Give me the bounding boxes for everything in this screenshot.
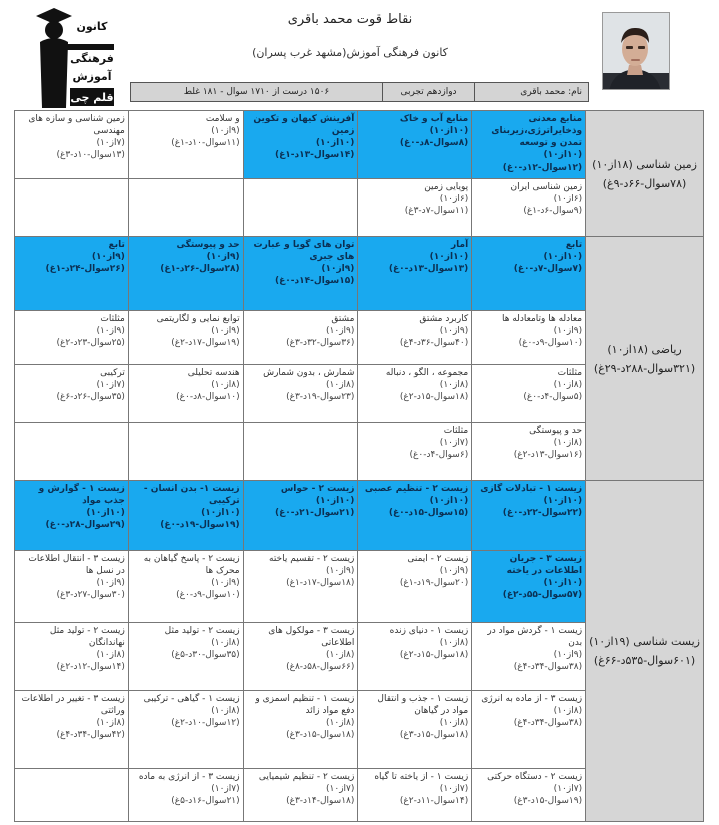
topic-cell: [358, 481, 472, 551]
topic-cell: [128, 551, 243, 623]
topic-cell: [128, 481, 243, 551]
topic-counts: (۱۰سوال-۸د-۰غ): [176, 392, 240, 403]
topic-title: حد و پیوستگی: [529, 426, 583, 436]
subject-stats: (۷۸سوال-۶۶د-۹غ): [602, 176, 687, 190]
logo-line-2: فرهنگی: [70, 52, 114, 65]
topic-cell: [358, 179, 472, 237]
topic-score: (۱۰از۱۰): [315, 138, 355, 149]
topic-counts: (۱۴سوال-۱۲د-۲غ): [56, 662, 125, 673]
topic-counts: (۹سوال-۶د-۱غ): [523, 206, 583, 217]
subject-header: [586, 481, 704, 822]
topic-title: منابع معدنی وذخایراترژی،زیربنای تمدن و توسعه: [491, 114, 583, 149]
topic-cell: [15, 769, 129, 822]
topic-title: زیست ۱ - تبادلات گازی: [480, 484, 583, 494]
topic-score: (۹از۱۰): [326, 326, 355, 337]
topic-score: (۱۰از۱۰): [315, 496, 355, 507]
topic-title: زیست ۳ - از انرژی به ماده: [138, 772, 240, 782]
topic-cell: [472, 691, 586, 769]
topic-score: (۱۰از۱۰): [429, 496, 469, 507]
topic-score: (۸از۱۰): [439, 380, 469, 391]
topic-title: پویایی زمین: [424, 182, 469, 192]
topic-score: (۷از۱۰): [439, 784, 469, 795]
topic-counts: (۶۶سوال-۵۸د-۸غ): [286, 662, 355, 673]
subject-name: زیست شناسی (۱۹از۱۰): [589, 635, 700, 649]
topic-score: (۹از۱۰): [211, 326, 240, 337]
topic-title: و سلامت: [205, 114, 240, 124]
topic-cell: [472, 311, 586, 365]
topic-score: (۱۰از۱۰): [86, 508, 125, 519]
topic-counts: (۱۸سوال-۱۵د-۲غ): [399, 650, 469, 661]
subject-header: [586, 237, 704, 481]
subject-stats: (۳۲۱سوال-۲۸۸د-۲۹غ): [593, 361, 696, 375]
topic-counts: (۳۶سوال-۳۲د-۳غ): [286, 338, 355, 349]
topic-score: (۹از۱۰): [553, 326, 583, 337]
topic-cell: [472, 111, 586, 179]
topic-cell: [243, 423, 358, 481]
topic-title: مثلثات: [557, 368, 583, 378]
topic-counts: (۱۴سوال-۱۳د-۱غ): [275, 150, 355, 161]
topic-title: مشتق: [331, 314, 355, 324]
topic-title: زیست ۲ - پاسخ گیاهان به محرک ها: [143, 554, 240, 577]
student-grade: دوازدهم تجربی: [382, 83, 474, 101]
topic-score: (۱۰از۱۰): [429, 252, 469, 263]
topic-counts: (۶سوال-۴د-۰غ): [409, 450, 469, 461]
subject-stats: (۶۰۱سوال-۵۳۵د-۶۶غ): [593, 654, 696, 667]
topic-counts: (۲۰سوال-۱۹د-۱غ): [399, 578, 469, 589]
topic-cell: [358, 623, 472, 691]
topic-cell: [243, 769, 358, 822]
topic-counts: (۲۶سوال-۲۴د-۱غ): [45, 264, 125, 275]
topic-score: (۱۰از۱۰): [543, 578, 583, 589]
topic-cell: [243, 365, 358, 423]
topic-counts: (۵۷سوال-۵۵د-۲غ): [502, 590, 583, 601]
topic-counts: (۱۸سوال-۱۵د-۳غ): [399, 730, 469, 741]
student-photo: [602, 12, 670, 90]
topic-score: (۷از۱۰): [439, 438, 469, 449]
topic-score: (۱۰از۱۰): [429, 126, 469, 137]
topic-cell: [472, 365, 586, 423]
topic-score: (۶از۱۰): [553, 194, 583, 205]
table-row: [15, 237, 704, 311]
topic-title: کاربرد مشتق: [419, 314, 469, 324]
topic-score: (۸از۱۰): [326, 380, 355, 391]
topic-title: زیست ۳ - جریان اطلاعات در یاخته: [506, 554, 583, 577]
topic-title: زمین شناسی و سازه های مهندسی: [28, 114, 125, 137]
topic-title: زیست ۱- بدن انسان - ترکیبی: [143, 484, 240, 507]
topic-cell: [128, 179, 243, 237]
topic-title: زیست ۲ - تنظیم شیمیایی: [258, 772, 355, 782]
topic-title: زیست ۳ - مولکول های اطلاعاتی: [268, 626, 355, 649]
topic-counts: (۳۵سوال-۳۰د-۵غ): [171, 650, 240, 661]
topic-title: آمار: [450, 240, 469, 250]
topic-score: (۷از۱۰): [96, 380, 125, 391]
subject-name: ریاضی (۱۸از۱۰): [607, 342, 682, 356]
topic-score: (۱۰از۱۰): [201, 508, 240, 519]
topic-title: زمین شناسی ایران: [510, 182, 583, 192]
topic-score: (۹از۱۰): [439, 566, 469, 577]
topic-cell: [358, 311, 472, 365]
topic-title: مثلثات: [100, 314, 125, 324]
topic-title: زیست ۲ - تولید مثل: [164, 626, 240, 636]
topic-title: معادله ها وتامعادله ها: [501, 314, 583, 324]
topic-cell: [358, 423, 472, 481]
topic-counts: (۵سوال-۴د-۰غ): [523, 392, 583, 403]
topic-score: (۸از۱۰): [326, 718, 355, 729]
topic-cell: [243, 237, 358, 311]
topic-title: زیست ۳ - از ماده به انرژی: [481, 694, 583, 704]
topic-counts: (۱۳سوال-۱۳د-۰غ): [388, 264, 469, 275]
topic-counts: (۱۰سوال-۹د-۰غ): [518, 338, 583, 349]
topic-title: آفرینش کیهان و تکوین زمین: [253, 114, 355, 137]
topic-counts: (۲۸سوال-۲۶د-۱غ): [160, 264, 240, 275]
topic-cell: [15, 111, 129, 179]
topic-title: زیست ۲ - ایمنی: [407, 554, 469, 564]
topic-title: زیست ۱ - جذب و انتقال مواد در گیاهان: [377, 694, 469, 717]
topic-score: (۸از۱۰): [553, 706, 583, 717]
topic-counts: (۱۸سوال-۱۵د-۲غ): [399, 392, 469, 403]
topic-title: زیست ۱ - دنیای زنده: [389, 626, 469, 636]
topic-counts: (۳۰سوال-۲۷د-۳غ): [56, 590, 125, 601]
topic-title: توان های گویا و عبارت های جبری: [253, 240, 355, 263]
topic-title: تابع: [108, 240, 125, 250]
topic-cell: [128, 769, 243, 822]
topic-cell: [128, 365, 243, 423]
topic-counts: (۱۴سوال-۱۱د-۲غ): [399, 796, 469, 807]
topic-counts: (۱۲سوال-۱۲د-۰غ): [502, 162, 583, 173]
institution-name: کانون فرهنگی آموزش(مشهد غرب پسران): [252, 46, 448, 59]
topic-counts: (۱۳سوال-۱۰د-۳غ): [56, 150, 125, 161]
topic-cell: [243, 179, 358, 237]
ghalamchi-logo: [30, 4, 126, 110]
topic-score: (۹از۱۰): [553, 650, 583, 661]
report-title: نقاط قوت محمد باقری: [287, 12, 413, 27]
topic-score: (۷از۱۰): [96, 138, 125, 149]
topic-cell: [472, 423, 586, 481]
topic-counts: (۲۱سوال-۲۱د-۰غ): [275, 508, 355, 519]
topic-counts: (۲۲سوال-۲۲د-۰غ): [502, 508, 583, 519]
topic-counts: (۳۸سوال-۳۴د-۴غ): [513, 662, 583, 673]
topic-title: زیست ۲ - تنظیم عصبی: [364, 484, 469, 494]
topic-cell: [243, 623, 358, 691]
topic-cell: [243, 311, 358, 365]
topic-counts: (۱۲سوال-۱۰د-۲غ): [171, 718, 240, 729]
subject-header: [586, 111, 704, 237]
topic-counts: (۱۰سوال-۹د-۰غ): [176, 590, 240, 601]
topic-cell: [128, 311, 243, 365]
topic-score: (۹از۱۰): [206, 252, 240, 263]
topic-score: (۸از۱۰): [553, 380, 583, 391]
topic-title: مجموعه ، الگو ، دنباله: [385, 368, 469, 378]
student-info-bar: [130, 82, 589, 102]
topic-cell: [358, 551, 472, 623]
topic-title: حد و پیوستگی: [176, 240, 240, 250]
topic-cell: [128, 423, 243, 481]
topic-cell: [243, 481, 358, 551]
topic-title: زیست ۲ - حواس: [280, 484, 355, 494]
topic-counts: (۱۵سوال-۱۴د-۰غ): [275, 276, 355, 287]
topic-cell: [15, 623, 129, 691]
topic-title: ترکیبی: [100, 368, 125, 378]
topic-score: (۱۰از۱۰): [543, 150, 583, 161]
topic-counts: (۱۹سوال-۱۵د-۳غ): [513, 796, 583, 807]
topic-title: شمارش ، بدون شمارش: [263, 368, 355, 378]
topic-title: تابع: [565, 240, 583, 250]
topic-title: زیست ۱ - گیاهی - ترکیبی: [143, 694, 240, 704]
topic-score: (۹از۱۰): [211, 578, 240, 589]
topic-title: زیست ۱ - تنظیم اسمزی و دفع مواد زائد: [255, 694, 355, 717]
topic-cell: [15, 691, 129, 769]
topic-score: (۸از۱۰): [96, 718, 125, 729]
topic-cell: [15, 179, 129, 237]
topic-cell: [243, 551, 358, 623]
topic-counts: (۲۱سوال-۱۶د-۵غ): [171, 796, 240, 807]
topic-cell: [358, 237, 472, 311]
topic-score: (۷از۱۰): [326, 784, 355, 795]
topic-cell: [472, 551, 586, 623]
topic-counts: (۳۵سوال-۲۶د-۶غ): [56, 392, 125, 403]
logo-line-4: قلم چی: [70, 91, 114, 104]
strengths-table: [14, 110, 704, 822]
topic-title: زیست ۲ - دستگاه حرکتی: [487, 772, 583, 782]
topic-title: هندسه تحلیلی: [187, 368, 240, 378]
topic-cell: [358, 111, 472, 179]
topic-cell: [15, 365, 129, 423]
student-name: نام: محمد باقری: [474, 83, 588, 101]
topic-cell: [472, 481, 586, 551]
topic-score: (۷از۱۰): [553, 784, 583, 795]
logo-line-3: آموزش: [72, 70, 112, 83]
topic-counts: (۱۶سوال-۱۳د-۲غ): [513, 450, 583, 461]
topic-cell: [472, 179, 586, 237]
topic-score: (۹از۱۰): [326, 566, 355, 577]
subject-name: زمین شناسی (۱۸از۱۰): [592, 157, 697, 171]
topic-counts: (۲۹سوال-۲۸د-۰غ): [45, 520, 125, 531]
topic-cell: [128, 237, 243, 311]
topic-cell: [128, 691, 243, 769]
topic-score: (۶از۱۰): [439, 194, 469, 205]
overall-stats: ۱۵۰۶ درست از ۱۷۱۰ سوال - ۱۸۱ غلط: [183, 87, 330, 97]
topic-cell: [358, 769, 472, 822]
topic-counts: (۱۵سوال-۱۵د-۰غ): [388, 508, 469, 519]
topic-cell: [243, 691, 358, 769]
topic-score: (۹از۱۰): [321, 264, 355, 275]
topic-title: توابع نمایی و لگاریتمی: [156, 314, 240, 324]
topic-score: (۹از۱۰): [96, 578, 125, 589]
topic-counts: (۱۱سوال-۱۰د-۱غ): [171, 138, 240, 149]
topic-score: (۸از۱۰): [326, 650, 355, 661]
topic-score: (۸از۱۰): [553, 438, 583, 449]
topic-counts: (۴۰سوال-۳۶د-۴غ): [399, 338, 469, 349]
topic-counts: (۸سوال-۸د-۰غ): [399, 138, 469, 149]
topic-counts: (۳۸سوال-۳۴د-۴غ): [513, 718, 583, 729]
topic-counts: (۲۵سوال-۲۳د-۲غ): [56, 338, 125, 349]
topic-score: (۹از۱۰): [439, 326, 469, 337]
topic-score: (۱۰از۱۰): [543, 496, 583, 507]
topic-cell: [472, 623, 586, 691]
topic-cell: [128, 111, 243, 179]
topic-score: (۹از۱۰): [91, 252, 125, 263]
topic-cell: [472, 769, 586, 822]
table-row: [15, 481, 704, 551]
topic-score: (۷از۱۰): [211, 784, 240, 795]
topic-cell: [243, 111, 358, 179]
topic-score: (۸از۱۰): [439, 638, 469, 649]
topic-title: زیست ۳ - انتقال اطلاعات در نسل ها: [28, 554, 125, 577]
topic-counts: (۱۸سوال-۱۷د-۱غ): [286, 578, 355, 589]
report-header: [0, 0, 719, 110]
topic-score: (۱۰از۱۰): [543, 252, 583, 263]
topic-counts: (۱۱سوال-۷د-۳غ): [404, 206, 469, 217]
topic-title: منابع آب و خاک: [399, 114, 469, 124]
topic-score: (۸از۱۰): [211, 380, 240, 391]
topic-counts: (۷سوال-۷د-۰غ): [513, 264, 583, 275]
topic-title: زیست ۱ - گردش مواد در بدن: [487, 626, 583, 649]
topic-cell: [358, 691, 472, 769]
topic-title: مثلثات: [443, 426, 469, 436]
topic-title: زیست ۳ - تغییر در اطلاعات وراثتی: [21, 694, 125, 717]
logo-line-1: کانون: [76, 20, 108, 33]
topic-score: (۸از۱۰): [211, 706, 240, 717]
topic-score: (۹از۱۰): [96, 326, 125, 337]
topic-counts: (۲۳سوال-۱۹د-۳غ): [286, 392, 355, 403]
topic-score: (۸از۱۰): [211, 638, 240, 649]
topic-cell: [15, 311, 129, 365]
topic-score: (۸از۱۰): [96, 650, 125, 661]
topic-counts: (۱۹سوال-۱۹د-۰غ): [160, 520, 240, 531]
topic-cell: [358, 365, 472, 423]
topic-cell: [15, 481, 129, 551]
topic-title: زیست ۲ - تقسیم یاخته: [269, 554, 355, 564]
topic-counts: (۱۹سوال-۱۷د-۲غ): [171, 338, 240, 349]
topic-cell: [15, 237, 129, 311]
topic-title: زیست ۱ - از یاخته تا گیاه: [374, 772, 469, 782]
topic-score: (۹از۱۰): [211, 126, 240, 137]
topic-cell: [15, 423, 129, 481]
topic-cell: [128, 623, 243, 691]
topic-counts: (۱۸سوال-۱۴د-۳غ): [286, 796, 355, 807]
topic-title: زیست ۲ - تولید مثل نهاندانگان: [49, 626, 125, 649]
table-row: [15, 111, 704, 179]
topic-title: زیست ۱ - گوارش و جذب مواد: [38, 484, 125, 507]
topic-counts: (۴۲سوال-۳۴د-۴غ): [56, 730, 125, 741]
topic-score: (۸از۱۰): [439, 718, 469, 729]
topic-cell: [15, 551, 129, 623]
topic-cell: [472, 237, 586, 311]
topic-counts: (۱۸سوال-۱۵د-۳غ): [286, 730, 355, 741]
